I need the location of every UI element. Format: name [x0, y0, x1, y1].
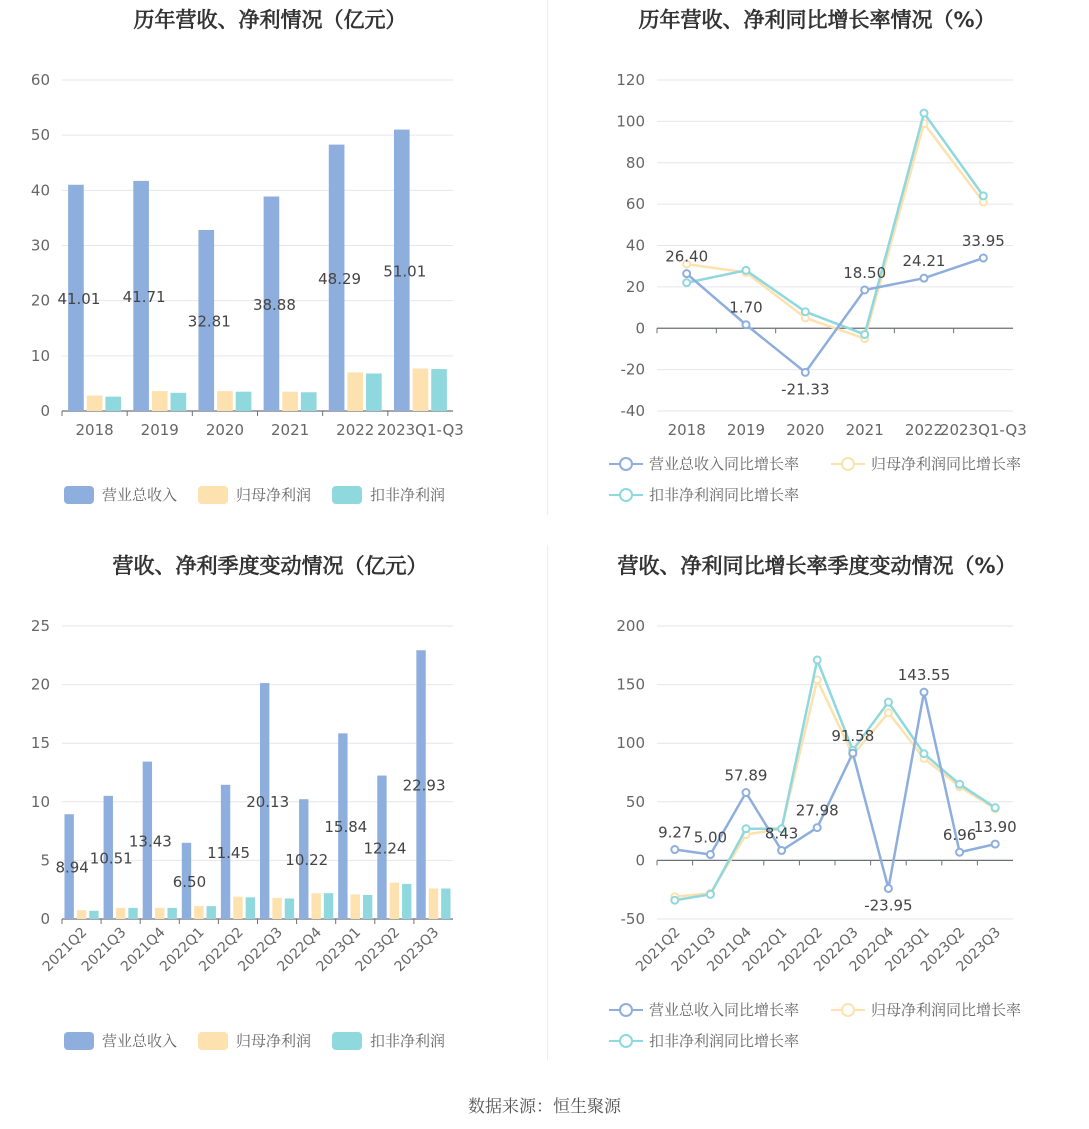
- data-label: -21.33: [781, 380, 830, 399]
- data-point: [980, 255, 987, 262]
- bar-net-profit: [282, 392, 298, 411]
- x-tick-label: 2022Q3: [811, 924, 862, 976]
- y-tick-label: 40: [30, 181, 50, 200]
- x-tick-label: 2022Q2: [196, 924, 247, 976]
- legend-swatch-net-growth: [831, 455, 865, 473]
- x-tick-label: 2021Q2: [633, 924, 684, 976]
- bar-net-profit: [77, 910, 86, 919]
- data-point: [885, 699, 892, 706]
- data-label: 13.43: [128, 832, 172, 851]
- legend-swatch-deducted-growth: [609, 1032, 643, 1050]
- legend-deducted-profit[interactable]: 扣非净利润: [332, 484, 445, 505]
- bar-net-profit: [152, 391, 168, 411]
- y-tick-label: 150: [616, 675, 645, 694]
- legend-deducted-profit[interactable]: 扣非净利润: [332, 1030, 445, 1051]
- data-point: [683, 270, 690, 277]
- y-tick-label: 5: [40, 851, 50, 870]
- legend-swatch-net-profit: [198, 486, 228, 504]
- y-tick-label: 20: [30, 291, 50, 310]
- x-tick-label: 2018: [667, 421, 706, 439]
- legend-swatch-revenue-growth: [609, 1001, 643, 1019]
- data-label: 10.22: [285, 851, 329, 870]
- legend-swatch-revenue: [64, 1032, 94, 1050]
- quarterly-growth-panel: [547, 546, 1087, 1066]
- x-tick-label: 2021Q3: [78, 924, 130, 976]
- data-point: [956, 781, 963, 788]
- x-tick-label: 2022: [336, 421, 375, 439]
- x-tick-label: 2022Q1: [157, 924, 208, 976]
- x-tick-label: 2021Q4: [704, 924, 755, 976]
- y-tick-label: 10: [30, 792, 50, 811]
- chart-title: 营收、净利季度变动情况（亿元）: [112, 554, 428, 578]
- chart-title: 营收、净利同比增长率季度变动情况（%）: [617, 554, 1017, 578]
- bar-net-profit: [351, 894, 360, 919]
- x-tick-label: 2022Q4: [846, 924, 898, 976]
- bar-deducted-profit: [105, 397, 121, 411]
- y-tick-label: 80: [625, 153, 645, 172]
- y-tick-label: 20: [30, 675, 50, 694]
- data-label: 26.40: [665, 247, 709, 266]
- x-tick-label: 2019: [726, 421, 766, 439]
- legend-swatch-revenue-growth: [609, 455, 643, 473]
- data-label: 1.70: [729, 298, 763, 317]
- bar-net-profit: [233, 897, 242, 919]
- y-tick-label: 30: [30, 236, 50, 255]
- legend-net-growth[interactable]: 归母净利润同比增长率: [831, 453, 1021, 474]
- y-tick-label: 40: [625, 236, 645, 255]
- data-point: [921, 275, 928, 282]
- chart-title: 历年营收、净利同比增长率情况（%）: [638, 8, 996, 32]
- x-tick-label: 2022Q1: [739, 924, 791, 976]
- data-label: 48.29: [318, 269, 362, 288]
- legend-net-profit[interactable]: 归母净利润: [198, 1030, 311, 1051]
- y-tick-label: 15: [30, 734, 50, 753]
- bar-net-profit: [347, 372, 363, 411]
- y-tick-label: -50: [620, 910, 645, 928]
- data-point: [743, 825, 750, 832]
- bar-deducted-profit: [171, 393, 187, 411]
- x-tick-label: 2023Q1: [313, 924, 365, 976]
- x-tick-label: 2023Q3: [391, 924, 443, 976]
- x-tick-label: 2023Q2: [352, 924, 404, 976]
- y-tick-label: 20: [625, 277, 645, 296]
- y-tick-label: 120: [616, 71, 645, 89]
- annual-amount-panel: [0, 0, 540, 520]
- data-label: 32.81: [187, 312, 231, 331]
- legend-net-profit[interactable]: 归母净利润: [198, 484, 311, 505]
- series-line-revenue: [675, 692, 995, 888]
- y-tick-label: 200: [616, 617, 645, 635]
- y-tick-label: 50: [30, 126, 50, 145]
- legend-swatch-net-profit: [198, 1032, 228, 1050]
- data-point: [802, 369, 809, 376]
- bar-net-profit: [311, 893, 320, 919]
- legend-swatch-deducted-growth: [609, 486, 643, 504]
- data-point: [992, 841, 999, 848]
- x-tick-label: 2021Q2: [39, 924, 91, 976]
- legend-deducted-growth[interactable]: 扣非净利润同比增长率: [609, 484, 799, 505]
- data-point: [743, 267, 750, 274]
- data-label: 51.01: [383, 262, 427, 281]
- bar-deducted-profit: [366, 373, 382, 411]
- data-label: 8.94: [55, 858, 89, 877]
- data-label: 20.13: [246, 793, 290, 812]
- data-point: [671, 897, 678, 904]
- data-point: [861, 286, 868, 293]
- bar-deducted-profit: [431, 369, 447, 411]
- data-label: 57.89: [724, 766, 768, 785]
- data-point: [671, 846, 678, 853]
- y-tick-label: 10: [30, 346, 50, 365]
- quarterly-amount-panel: [0, 546, 540, 1066]
- data-label: 15.84: [324, 818, 368, 837]
- data-label: 6.96: [942, 826, 977, 845]
- data-label: 38.88: [252, 295, 296, 314]
- bar-deducted-profit: [301, 392, 317, 411]
- legend-net-growth[interactable]: 归母净利润同比增长率: [831, 999, 1021, 1020]
- bar-deducted-profit: [167, 908, 176, 919]
- bar-net-profit: [217, 391, 233, 411]
- data-point: [814, 656, 821, 663]
- data-label: 33.95: [961, 232, 1005, 251]
- y-tick-label: 0: [635, 851, 645, 870]
- data-point: [885, 709, 892, 716]
- legend-swatch-deducted-profit: [332, 486, 362, 504]
- bar-net-profit: [390, 883, 399, 919]
- y-tick-label: 0: [40, 402, 50, 420]
- data-point: [849, 750, 856, 757]
- bar-deducted-profit: [402, 884, 411, 919]
- bar-deducted-profit: [207, 906, 216, 919]
- data-source: 数据来源：恒生聚源: [468, 1097, 621, 1117]
- x-tick-label: 2021Q4: [117, 924, 169, 976]
- legend-swatch-net-growth: [831, 1001, 865, 1019]
- legend-deducted-growth[interactable]: 扣非净利润同比增长率: [609, 1030, 799, 1051]
- y-tick-label: 0: [635, 319, 645, 338]
- bar-deducted-profit: [89, 911, 98, 919]
- x-tick-label: 2022Q4: [274, 924, 325, 976]
- data-label: 13.90: [973, 818, 1017, 837]
- chart-title: 历年营收、净利情况（亿元）: [133, 8, 407, 32]
- data-point: [992, 804, 999, 811]
- annual-amount-chart: [0, 0, 540, 520]
- legend-revenue[interactable]: 营业总收入: [64, 1030, 177, 1051]
- legend-revenue-growth[interactable]: 营业总收入同比增长率: [609, 999, 799, 1020]
- legend-swatch-revenue: [64, 486, 94, 504]
- y-tick-label: -40: [620, 402, 645, 420]
- x-tick-label: 2023Q2: [917, 924, 969, 976]
- legend-revenue[interactable]: 营业总收入: [64, 484, 177, 505]
- bar-deducted-profit: [285, 898, 294, 919]
- x-tick-label: 2021: [270, 421, 310, 439]
- bar-net-profit: [116, 908, 125, 919]
- x-tick-label: 2021: [845, 421, 884, 439]
- bar-deducted-profit: [441, 889, 450, 919]
- bar-net-profit: [194, 906, 203, 919]
- bar-deducted-profit: [363, 895, 372, 919]
- bar-deducted-profit: [324, 893, 333, 919]
- data-label: -23.95: [864, 896, 913, 915]
- data-label: 18.50: [843, 263, 887, 282]
- y-tick-label: 25: [30, 617, 50, 635]
- data-label: 8.43: [764, 824, 799, 843]
- data-point: [814, 824, 821, 831]
- annual-growth-chart: [547, 0, 1087, 520]
- data-point: [921, 750, 928, 757]
- data-label: 27.98: [795, 801, 839, 820]
- bar-deducted-profit: [128, 908, 137, 919]
- data-label: 41.01: [57, 289, 101, 308]
- data-point: [980, 192, 987, 199]
- data-point: [885, 885, 892, 892]
- data-point: [743, 321, 750, 328]
- data-label: 22.93: [402, 776, 446, 795]
- x-tick-label: 2022Q3: [235, 924, 286, 976]
- x-tick-label: 2021Q3: [668, 924, 720, 976]
- x-tick-label: 2022: [904, 421, 944, 439]
- y-tick-label: 60: [30, 71, 50, 89]
- data-point: [802, 308, 809, 315]
- x-tick-label: 2022Q2: [775, 924, 827, 976]
- annual-growth-panel: [547, 0, 1087, 520]
- data-point: [956, 849, 963, 856]
- data-point: [683, 279, 690, 286]
- legend-revenue-growth[interactable]: 营业总收入同比增长率: [609, 453, 799, 474]
- y-tick-label: 50: [625, 792, 645, 811]
- bar-deducted-profit: [236, 392, 252, 411]
- data-label: 9.27: [658, 823, 692, 842]
- data-label: 5.00: [693, 828, 728, 847]
- y-tick-label: -20: [620, 360, 645, 379]
- bar-net-profit: [155, 908, 164, 919]
- y-tick-label: 60: [625, 195, 645, 214]
- bar-net-profit: [87, 396, 103, 411]
- data-point: [921, 689, 928, 696]
- data-label: 11.45: [207, 843, 251, 862]
- x-tick-label: 2020: [786, 421, 825, 439]
- quarterly-growth-chart: [547, 546, 1087, 1066]
- data-label: 91.58: [831, 727, 875, 746]
- bar-net-profit: [429, 889, 438, 919]
- x-tick-label: 2019: [140, 421, 179, 439]
- data-point: [707, 851, 714, 858]
- bar-deducted-profit: [246, 897, 255, 919]
- data-label: 10.51: [89, 849, 133, 868]
- data-label: 143.55: [897, 666, 951, 685]
- y-tick-label: 100: [616, 734, 645, 753]
- x-tick-label: 2020: [205, 421, 245, 439]
- bar-net-profit: [413, 369, 429, 411]
- x-tick-label: 2018: [75, 421, 114, 439]
- y-tick-label: 0: [40, 910, 50, 928]
- x-tick-label: 2023Q1-Q3: [939, 421, 1027, 439]
- data-point: [921, 110, 928, 117]
- x-tick-label: 2023Q1: [882, 924, 933, 976]
- legend-swatch-deducted-profit: [332, 1032, 362, 1050]
- data-label: 6.50: [172, 872, 207, 891]
- y-tick-label: 100: [616, 112, 645, 131]
- x-tick-label: 2023Q3: [953, 924, 1005, 976]
- data-point: [778, 847, 785, 854]
- data-point: [861, 331, 868, 338]
- x-tick-label: 2023Q1-Q3: [376, 421, 464, 439]
- quarterly-amount-chart: [0, 546, 540, 1066]
- data-point: [743, 789, 750, 796]
- data-label: 12.24: [363, 839, 407, 858]
- data-label: 24.21: [902, 252, 946, 271]
- data-label: 41.71: [122, 287, 166, 306]
- bar-net-profit: [272, 898, 281, 919]
- data-point: [707, 891, 714, 898]
